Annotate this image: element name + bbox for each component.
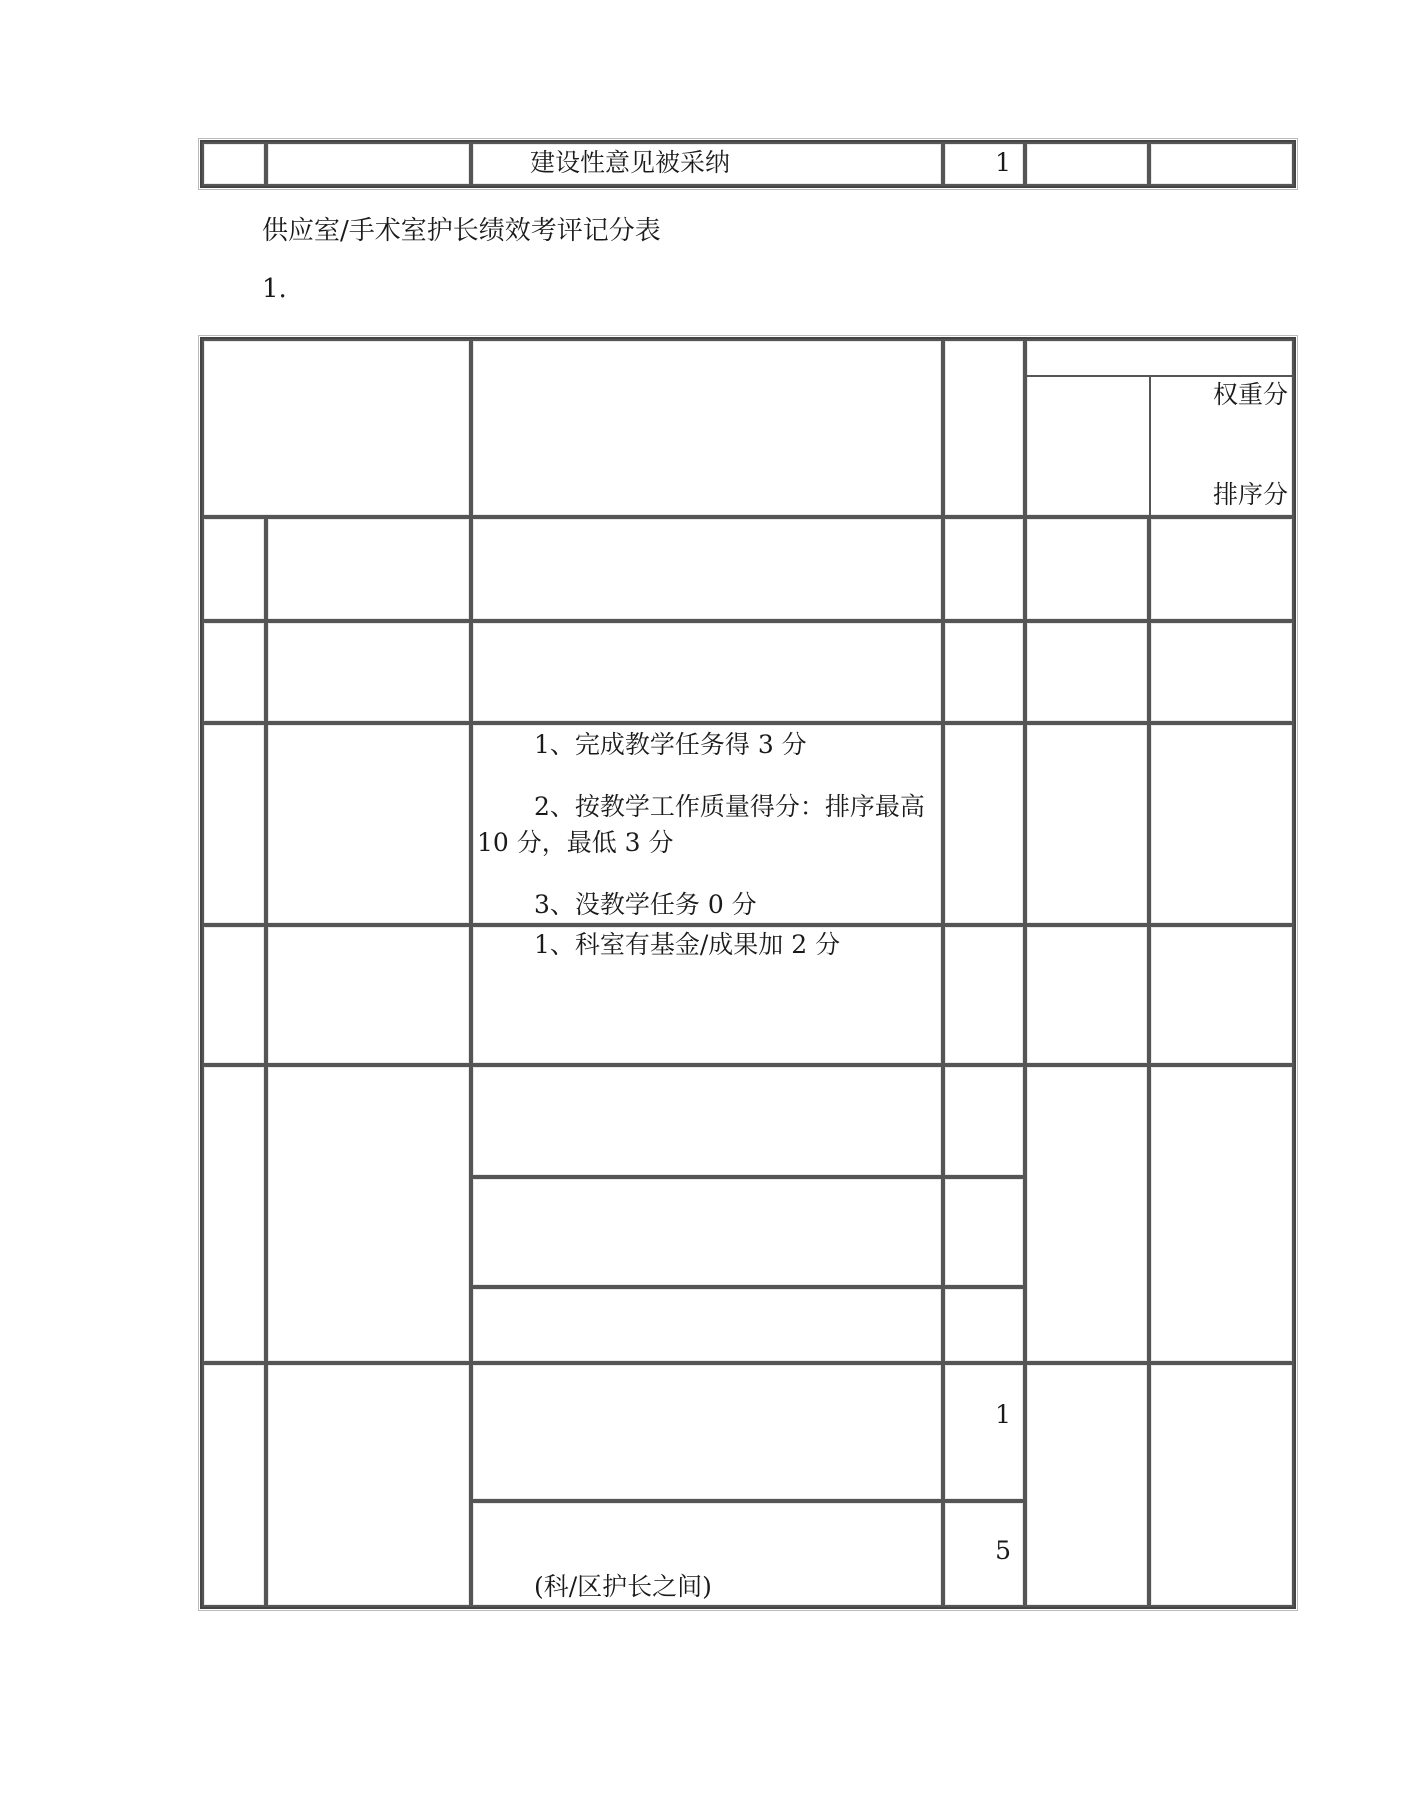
score-value: 1 xyxy=(995,1400,1011,1429)
teaching-rule-3: 3、没教学任务 0 分 xyxy=(533,890,757,919)
table-row xyxy=(202,723,1294,925)
table-row xyxy=(202,925,1294,1065)
page-title: 供应室/手术室护长绩效考评记分表 xyxy=(262,216,661,246)
section-number: 1. xyxy=(262,274,287,304)
table-row xyxy=(202,1065,1294,1177)
table-row xyxy=(202,1363,1294,1501)
table-row xyxy=(202,517,1294,621)
score-value: 5 xyxy=(995,1536,1011,1565)
table-row xyxy=(202,621,1294,723)
score-value: 1 xyxy=(995,148,1011,177)
weight-score-header: 权重分 xyxy=(1212,380,1288,409)
comparison-note: (科/区护长之间) xyxy=(533,1572,712,1601)
research-rule: 1、科室有基金/成果加 2 分 xyxy=(533,930,841,959)
item-text: 建设性意见被采纳 xyxy=(529,148,730,177)
score-table xyxy=(200,337,1296,1609)
table-row xyxy=(202,142,1294,186)
rank-score-header: 排序分 xyxy=(1212,480,1288,509)
table-header-row xyxy=(202,339,1294,517)
teaching-rule-2: 2、按教学工作质量得分：排序最高 10 分，最低 3 分 xyxy=(476,792,925,857)
teaching-rule-1: 1、完成教学任务得 3 分 xyxy=(533,730,807,759)
top-table xyxy=(200,140,1296,188)
